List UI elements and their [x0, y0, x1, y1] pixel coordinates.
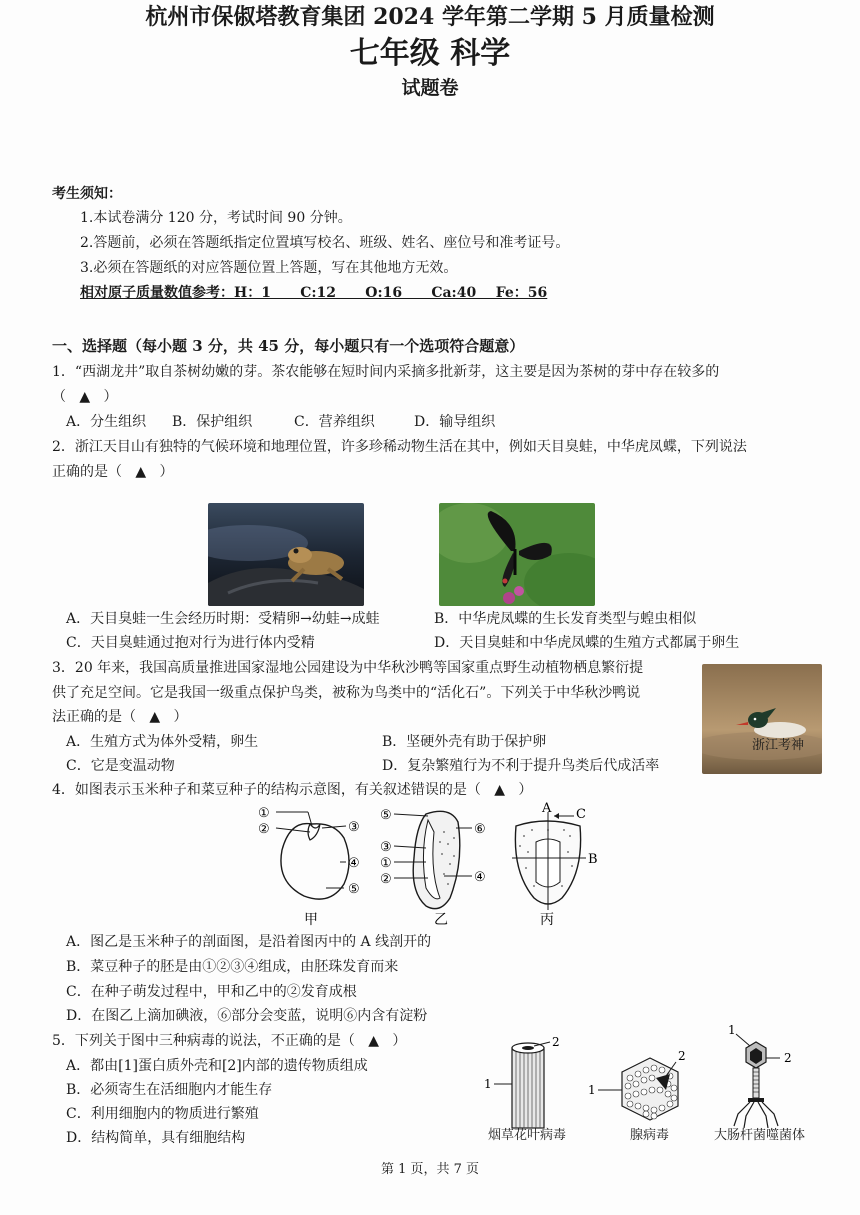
label-1: 1: [588, 1083, 596, 1097]
label-4: ④: [474, 870, 486, 885]
label-C: C: [576, 807, 586, 822]
label-3: ③: [348, 820, 360, 835]
notice-heading: 考生须知：: [52, 186, 122, 202]
notice-item: 1.本试卷满分 120 分，考试时间 90 分钟。: [80, 210, 352, 226]
q3-option-b: B．坚硬外壳有助于保护卵: [382, 734, 547, 750]
label-6: ⑥: [474, 822, 486, 837]
q1-stem: 1．“西湖龙井”取自茶树幼嫩的芽。茶农能够在短时间内采摘多批新芽，这主要是因为茶树的芽中存在较多的: [52, 364, 720, 380]
q4-option-d: D．在图乙上滴加碘液，⑥部分会变蓝，说明⑥内含有淀粉: [66, 1008, 428, 1024]
label-5: ⑤: [348, 882, 360, 897]
label-1: ①: [258, 806, 270, 821]
q5-option-a: A．都由[1]蛋白质外壳和[2]内部的遗传物质组成: [66, 1058, 368, 1074]
q3-stem: 3．20 年来，我国高质量推进国家湿地公园建设为中华秋沙鸭等国家重点野生动植物栖息繁衍提: [52, 660, 644, 676]
q3-option-a: A．生殖方式为体外受精，卵生: [66, 734, 259, 750]
q4-option-a: A．图乙是玉米种子的剖面图，是沿着图丙中的 A 线剖开的: [66, 934, 432, 950]
q1-option-d: D．输导组织: [414, 414, 496, 430]
notice-item: 2.答题前，必须在答题纸指定位置填写校名、班级、姓名、座位号和准考证号。: [80, 235, 570, 251]
label-2: ②: [380, 872, 392, 887]
q4-option-c: C．在种子萌发过程中，甲和乙中的②发育成根: [66, 984, 357, 1000]
adenovirus-diagram: [588, 1049, 686, 1120]
exam-title: 杭州市保俶塔教育集团 2024 学年第二学期 5 月质量检测: [145, 4, 715, 30]
butterfly-photo: [439, 503, 595, 606]
tobacco-mosaic-virus-diagram: [484, 1035, 560, 1128]
q1-option-a: A．分生组织: [66, 414, 147, 430]
notice-item: 3.必须在答题纸的对应答题位置上答题，写在其他地方无效。: [80, 260, 458, 276]
q2-option-a: A．天目臭蛙一生会经历时期：受精卵→幼蛙→成蛙: [66, 611, 380, 627]
q4-stem: 4．如图表示玉米种子和菜豆种子的结构示意图，有关叙述错误的是（ ▲ ）: [52, 782, 533, 798]
q5-option-d: D．结构简单，具有细胞结构: [66, 1130, 246, 1146]
q3-option-c: C．它是变温动物: [66, 758, 175, 774]
bean-seed-diagram: [258, 806, 360, 928]
q1-stem-blank: （ ▲ ）: [52, 389, 118, 405]
label-bing: 丙: [540, 912, 554, 928]
label-B: B: [588, 852, 598, 867]
seed-structure-figure: [250, 802, 610, 930]
section-heading: 一、选择题（每小题 3 分，共 45 分，每小题只有一个选项符合题意）: [52, 337, 525, 355]
merganser-photo: [702, 664, 822, 774]
label-2: ②: [258, 822, 270, 837]
label-1: 1: [484, 1077, 492, 1091]
label-2: 2: [552, 1035, 560, 1049]
atomic-mass-reference: 相对原子质量数值参考：H：1 C:12 O:16 Ca:40 Fe：56: [80, 285, 548, 301]
label-2: 2: [678, 1049, 686, 1063]
corn-seed-front-diagram: [512, 802, 598, 928]
q4-option-b: B．菜豆种子的胚是由①②③④组成，由胚珠发育而来: [66, 959, 399, 975]
label-2: 2: [784, 1051, 792, 1065]
corn-seed-section-diagram: [380, 808, 486, 928]
virus-caption-phage: 大肠杆菌噬菌体: [714, 1128, 806, 1143]
bacteriophage-diagram: [728, 1023, 792, 1128]
label-3: ③: [380, 840, 392, 855]
q1-option-b: B．保护组织: [172, 414, 253, 430]
label-yi: 乙: [434, 912, 448, 928]
q1-option-c: C．营养组织: [294, 414, 375, 430]
label-1: 1: [728, 1023, 736, 1037]
page-number: 第 1 页，共 7 页: [380, 1162, 480, 1177]
q2-option-c: C．天目臭蛙通过抱对行为进行体内受精: [66, 635, 315, 651]
q3-stem-blank: 法正确的是（ ▲ ）: [52, 709, 188, 725]
q3-stem: 供了充足空间。它是我国一级重点保护鸟类，被称为鸟类中的“活化石”。下列关于中华秋沙鸭说: [52, 685, 641, 701]
virus-caption-tmv: 烟草花叶病毒: [488, 1128, 567, 1143]
watermark-text: 浙江考神: [752, 738, 805, 753]
q2-option-d: D．天目臭蛙和中华虎凤蝶的生殖方式都属于卵生: [434, 635, 740, 651]
label-5: ⑤: [380, 808, 392, 823]
grade-subject-title: 七年级 科学: [349, 36, 511, 71]
q5-stem: 5．下列关于图中三种病毒的说法，不正确的是（ ▲ ）: [52, 1033, 407, 1049]
q5-option-c: C．利用细胞内的物质进行繁殖: [66, 1106, 259, 1122]
paper-type-title: 试题卷: [401, 77, 459, 99]
virus-caption-adenovirus: 腺病毒: [630, 1128, 670, 1143]
label-4: ④: [348, 856, 360, 871]
q5-option-b: B．必须寄生在活细胞内才能生存: [66, 1082, 273, 1098]
label-A: A: [542, 802, 552, 816]
q3-option-d: D．复杂繁殖行为不利于提升鸟类后代成活率: [382, 758, 660, 774]
q2-stem-blank: 正确的是（ ▲ ）: [52, 464, 174, 480]
q2-option-b: B．中华虎凤蝶的生长发育类型与蝗虫相似: [434, 611, 697, 627]
label-1: ①: [380, 856, 392, 871]
label-jia: 甲: [304, 912, 318, 928]
frog-photo: [208, 503, 364, 606]
q2-stem: 2．浙江天目山有独特的气候环境和地理位置，许多珍稀动物生活在其中，例如天目臭蛙，中华虎凤蝶，下列说法: [52, 439, 747, 455]
